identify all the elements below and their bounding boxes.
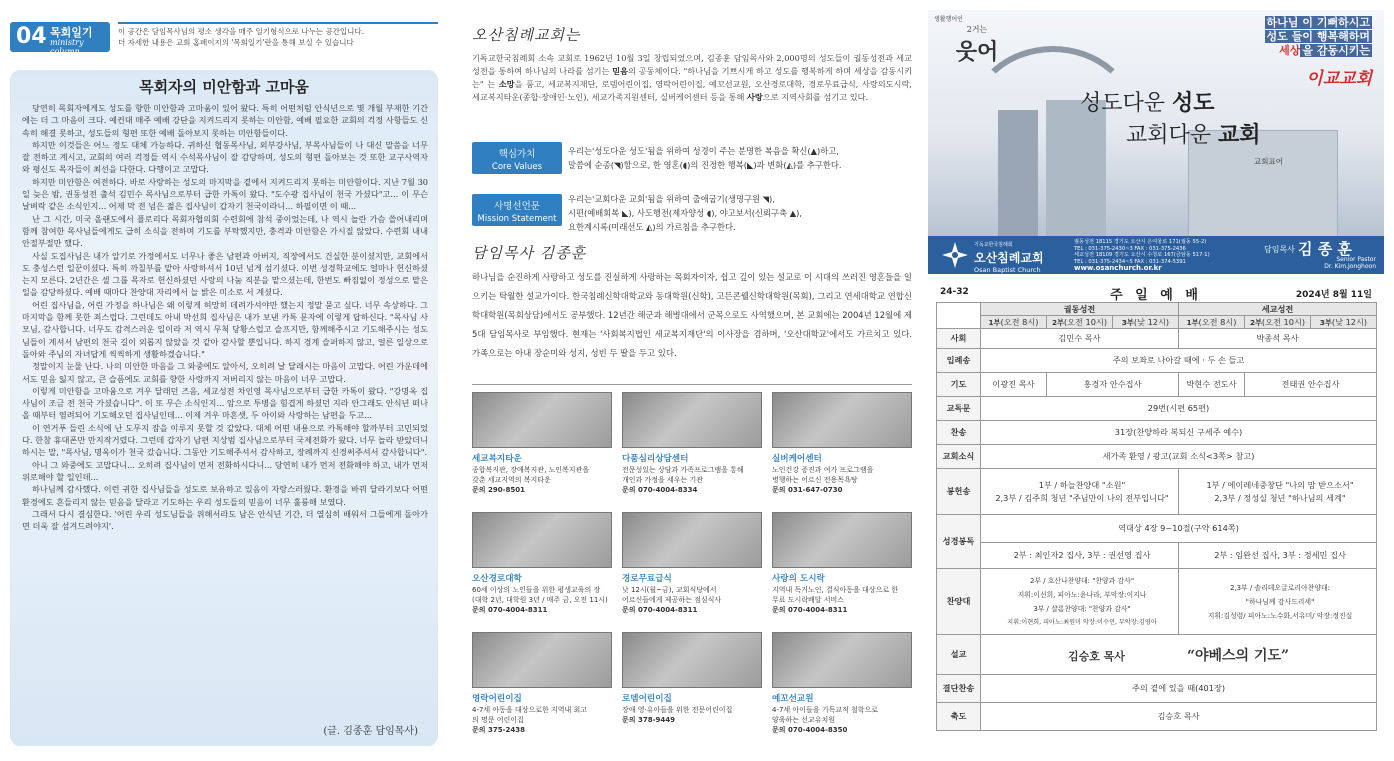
building-tower <box>998 110 1038 236</box>
ministry-phone: 문의 378-9449 <box>622 716 675 724</box>
ministry-card <box>472 512 612 628</box>
column-paragraph: 하나님께 감사했다. 이런 귀한 집사님들을 성도로 보유하고 있음이 자랑스러웠다. 환경을 바꿔 달라기보다 어떤 환경에도 흔들리지 않는 믿음을 달라고 기도하는 우리 성도들의 믿음이 너무 훌륭해 보였다. <box>22 484 428 507</box>
ministry-photo <box>622 512 762 568</box>
table-row: 사회 김민수 목사 박종석 목사 <box>937 329 1377 349</box>
page-header <box>10 18 440 58</box>
intro-title: 오산침례교회는 <box>472 26 581 44</box>
ministry-photo <box>772 512 912 568</box>
column-paragraph: 어린 집사님을, 어린 가정을 하나님은 왜 이렇게 허망히 데려가셔야만 했는지 정말 묻고 싶다. 너무 속상하다. 그 마지막을 함께 못한 죄스럽다. 그런데도 아내 박선희 집사님은 내가 보낸 카톡 문자에 이렇게 답하신다. "목사님 사모님, 감사합니다. 너무도 감격스러운 일이라 저 역시 무척 당황스럽고 슬프지만, 함께해주시고 기도해주시는 성도님들이 계셔서 남편의 천국 길이 외롭지 않았을 것 같아 감사할 뿐입니다. 하지 경계 슬퍼하지 않고, 얼른 일상으로 돌아와 주님의 자녀답게 씩씩하게 생활하겠습니다." <box>22 299 428 359</box>
ministry-photo <box>472 392 612 448</box>
hero-slogan: 하나님 이 기뻐하시고 성도 들이 행복해하며 세상 을 감동시키는 <box>1266 16 1370 57</box>
ministry-description: 지역내 독거노인, 결식아동을 대상으로 한 무료 도시락배달 서비스 문의 070-4004-8311 <box>772 585 914 615</box>
column-paragraph: 난 그 시간, 미국 올랜도에서 플로리다 목회자협의회 수련회에 참석 중이었는데, 나 역시 놀란 가슴 쓸어내리며 함께 참여한 목사님들에게도 급히 소식을 전하며 기도를 부탁했지만, 충격과 미안함은 가시질 않았다. 수련회 내내 안절부절만 했다. <box>22 213 428 249</box>
ministry-card <box>772 512 912 628</box>
ministry-description: 4-7세 아이들을 기독교적 철학으로 양육하는 선교유치원 문의 070-4004-8350 <box>772 705 914 735</box>
mission-statement <box>472 190 912 238</box>
header-rule <box>118 22 438 24</box>
table-row: 2부 : 최인자2 집사, 3부 : 권선영 집사 2부 : 임완선 집사, 3부 : 정세민 집사 <box>937 543 1377 569</box>
ministry-photo <box>472 632 612 688</box>
core-values-text: 우리는'성도다운 성도'됨을 위하여 성경이 주는 분명한 복음을 확신(▲)하고, 말씀에 순종(◥)함으로, 한 영혼(◖)의 진정한 행복(◣)과 변화(◭)를 추구한다. <box>568 146 842 170</box>
ministry-photo <box>772 392 912 448</box>
service-time: 1부(오전 8시) <box>981 316 1047 329</box>
church-name: 기독교한국침례회 오산침례교회 Osan Baptist Church <box>974 242 1044 274</box>
smile-logo: 2거는 웃어 <box>955 25 999 65</box>
ministry-name: 로뎀어린이집 <box>622 694 672 704</box>
mission-text: 우리는'교회다운 교회'됨을 위하여 출애굽기(생명구원 ◥), 시편(예배회복 ◣), 사도행전(제자양성 ◖), 야고보서(신뢰구축 ▲), 요한계시록(미래선도 ◭)의 가르침을 추구한다. <box>568 194 802 232</box>
table-row: 찬송 31장(찬양하라 복되신 구세주 예수) <box>937 421 1377 445</box>
section-title: 목회일기 <box>50 26 93 39</box>
hero-brand: 이교교회 <box>1306 69 1372 89</box>
table-row: 교회소식 새가족 환영 / 광고(교회 소식<3쪽> 참고) <box>937 445 1377 469</box>
sermon-preacher: 김승호 목사 <box>1067 649 1125 663</box>
ministry-name: 실버케어센터 <box>772 454 822 464</box>
motto-caption: 교회표어 <box>1254 157 1283 166</box>
ministry-description: 4-7세 아동을 대상으로한 지역내 최고 의 명문 어린이집 문의 375-2438 <box>472 705 614 735</box>
cover-hero <box>928 10 1384 236</box>
page-number: 04 <box>16 24 47 49</box>
table-row: 성경봉독 역대상 4장 9~10절(구약 614쪽) <box>937 515 1377 543</box>
table-row <box>937 303 1377 316</box>
ministry-phone: 문의 031-647-0730 <box>772 486 843 494</box>
ministry-phone: 문의 070-4004-8311 <box>772 606 848 614</box>
bulletin-issue: 24-32 <box>940 287 969 297</box>
table-row: 축도 김승호 목사 <box>937 703 1377 731</box>
table-row: 봉헌송 1부 / 하늘찬양대 "소원" 2,3부 / 김주희 청년 "주님만이 나의 전부입니다" 1부 / 에이레네중창단 "나의 맘 받으소서" 2,3부 / 정성실 청년 "하나님의 세계" <box>937 469 1377 515</box>
senior-pastor: 담임목사 김 종 훈 <box>1264 240 1352 258</box>
mission-label: 사명선언문 Mission Statement <box>472 194 562 226</box>
bulletin-cover-page <box>928 10 1384 755</box>
worship-title: 주 일 예 배 <box>1110 288 1202 303</box>
ministry-description: 종합복지관, 장애복지관, 노인복지관을 갖춘 세교지역의 복지타운 문의 290-8501 <box>472 465 614 495</box>
ministry-description: 60세 이상의 노인들을 위한 평생교육의 장 (대학 2년, 대학원 3년 / 매주 금, 오전 11시) 문의 070-4004-8311 <box>472 585 614 615</box>
campus-segyo: 세교성전 <box>1179 303 1377 316</box>
ministry-description: 노인건강 증진과 여가 프로그램을 병행하는 어르신 전용목욕탕 문의 031-647-0730 <box>772 465 914 495</box>
ministry-photo <box>622 392 762 448</box>
ministry-card <box>772 632 912 748</box>
column-paragraph: 정말이지 눈물 난다. 나의 미안한 마음을 그 와중에도 알아서, 오히려 날 달래시는 마음이 고맙다. 어린 가운데에서도 믿음 잃지 않고, 큰 슬픔에도 교회를 향한 사랑까지 저버리지 않는 마음이 너무 고맙다. <box>22 361 428 384</box>
column-paragraph: 하지만 미안함은 여전하다. 바로 사랑하는 성도의 마지막을 곁에서 지켜드리지 못하는 미안함이다. 지난 7월 30일 늦은 밤, 권동성전 출석 김민수 목사님으로부터 급한 카톡이 왔다. "도수광 집사님이 천국 가셨다"고... 이 무슨 날벼락 같은 소식인지... 어제 막 전 넘은 젊은 집사님이 갑자기 천국이라니... 하필이면 이 때... <box>22 176 428 212</box>
ministry-description: 장애 영·유아들을 위한 전문어린이집 문의 378-9449 <box>622 705 764 725</box>
column-body <box>22 102 428 712</box>
service-time: 2부(오전 10시) <box>1047 316 1113 329</box>
ministry-phone: 문의 070-4004-8350 <box>772 726 848 734</box>
column-paragraph: 이 연거푸 들린 소식에 난 도무지 잠을 이루지 못할 것 같았다. 대체 어떤 내용으로 카톡해야 할까부터 고민되었다. 한참 휴대폰만 만지작거렸다. 그런데 갑자기 남편 지상범 집사님으로부터 국제전화가 왔다. 너무 놀라 받았더니 하시는 말, "목사님, 명옥이가 천국 갔습니다. 그동안 기도해주셔서 감사하고, 장례까지 신경써주셔서 감사합니다". <box>22 422 428 458</box>
column-paragraph: 하지만 이것들은 어느 정도 대체 가능하다. 귀하신 협동목사님, 외부강사님, 부목사님들이 나 대신 말씀을 너무 잘 전하고 계시고, 교회의 여러 걱정들 역시 수석목사님이 잘 감당하며, 성도의 형편 돌아보는 것 또한 교구사역자와 평신도 목자들이 최선을 다한다. 다행이고 고맙다. <box>22 139 428 175</box>
ministry-photo <box>472 512 612 568</box>
service-time: 1부(오전 8시) <box>1179 316 1245 329</box>
ministry-card <box>472 632 612 748</box>
ministry-card <box>622 632 762 748</box>
divider <box>472 384 912 385</box>
service-time: 3부(낮 12시) <box>1311 316 1377 329</box>
ministry-name: 사랑의 도시락 <box>772 574 825 584</box>
pastor-bio: 하나님을 순진하게 사랑하고 성도를 진실하게 사랑하는 목회자이자, 쉽고 깊이 있는 설교로 이 시대의 쓰러진 영혼들을 일으키는 탁월한 설교가이다. 한국침례신학대학교와 동대학원(신학), 고든콘웰신학대학원(목회), 그리고 연세대학교 연합신학대학원(목회상담)에서도 공부했다. 12년간 해군과 해병대에서 군목으로도 사역했으며, 본 교회에는 2004년 12월에 제5대 담임목사로 부임했다. 현재는 '사회복지법인 세교복지재단'의 이사장을 겸하며, '오산대학교'에서도 가르치고 있다. 가족으로는 아내 장순미와 성지, 성빈 두 딸을 두고 있다. <box>472 272 912 358</box>
church-website[interactable]: www.osanchurch.or.kr <box>1074 264 1162 273</box>
section-description: 이 공간은 담임목사님의 평소 생각을 매주 일기형식으로 나누는 공간입니다. 더 자세한 내용은 교회 홈페이지의 '목회일기'란을 통해 보실 수 있습니다 <box>118 27 365 47</box>
section-title-en: ministry column <box>50 38 84 56</box>
ministry-name: 경로무료급식 <box>622 574 672 584</box>
column-paragraph: 아니 그 와중에도 고맙다니... 오히려 집사님이 먼저 전화하시다니... 당연히 내가 먼저 전화해야 하고, 내가 먼저 위로해야 할 일인데... <box>22 459 428 482</box>
table-row <box>937 316 1377 329</box>
church-logo-icon <box>940 240 970 270</box>
ministry-description: 전문성있는 상담과 가족프로그램을 통해 개인과 가정을 세우는 기관 문의 070-4004-8334 <box>622 465 764 495</box>
worship-order-table <box>936 302 1377 731</box>
sermon-title: “야베스의 기도” <box>1186 647 1290 664</box>
service-time: 2부(오전 10시) <box>1245 316 1311 329</box>
page-badge <box>10 22 110 56</box>
column-paragraph: 그래서 다시 결심한다. '어린 우리 성도님들을 위해서라도 남은 안식년 기간, 더 열심히 배워서 그들에게 돌아가면 더욱 잘 섬겨드려야지'. <box>22 508 428 532</box>
table-row: 결단찬송 주의 곁에 있을 때(401장) <box>937 675 1377 703</box>
ministry-column-page <box>10 18 440 748</box>
worship-header <box>936 284 1376 303</box>
ministry-phone: 문의 070-4004-8311 <box>472 606 548 614</box>
core-values <box>472 142 912 178</box>
pastor-title: 담임목사 김종훈 <box>472 244 587 262</box>
table-row: 교독문 29번(시편 65편) <box>937 397 1377 421</box>
ministry-phone: 문의 375-2438 <box>472 726 525 734</box>
worship-date: 2024년 8월 11일 <box>1295 290 1372 300</box>
ministry-name: 다품심리상담센터 <box>622 454 689 464</box>
intro-header <box>472 24 912 45</box>
hero-small-label: 생활행어인 <box>934 16 963 23</box>
ministry-name: 예꼬선교원 <box>772 694 814 704</box>
senior-pastor-en: Senior Pastor Dr. Kim,Jonghoon <box>1324 256 1376 270</box>
building-tower <box>1046 100 1106 236</box>
ministry-card <box>622 512 762 628</box>
table-row: 찬양대 2부 / 호산나찬양대: "찬양과 감사" 지휘:이선희, 피아노:윤나라, 부악장:이지나 3부 / 샬롬찬양대: "찬양과 감사" 지휘:이현희, 피아노:최원미 악장:이수민, 부악장:김영아 2,3부 / 솔리데오글로리아찬양대: "하나님께 감사드리세" 지휘:김성령/ 피아노:노수화,서유미/ 악장:정진실 <box>937 569 1377 635</box>
column-paragraph: 당연히 목회자에게도 성도를 향한 미안함과 고마움이 있어 왔다. 특히 어떤처럼 안식년으로 몇 개월 부재한 기간에는 더 그 마음이 크다. 예컨대 매주 예배 강단을 지켜드리지 못하는 미안함, 예배 필요한 교회의 걱정 사항들도 신속히 해결 못하고, 성도들의 형편 또한 예배 돌아보지 못하는 미안함들이다. <box>22 103 428 138</box>
ministry-card <box>772 392 912 508</box>
ministry-photo <box>772 632 912 688</box>
service-time: 3부(낮 12시) <box>1113 316 1179 329</box>
ministry-phone: 문의 070-4004-8311 <box>622 606 698 614</box>
ministry-name: 오산경로대학 <box>472 574 522 584</box>
column-paragraph: 사실 도집사님은 내가 알기로 가정에서도 너무나 좋은 남편과 아버지, 직장에서도 건실한 분이셨지만, 교회에서도 충성스런 일꾼이셨다. 특히 까칠부를 맡아 사랑하셔서 10년 넘게 섬기셨다. 이번 성경학교에도 얼마나 헌신하셨는지 모른다. 2년간은 셀 그룹 목자로 헌신하셨던 사랑의 나눔 직분을 맡으셨는데, 한번도 빠짐없이 정성으로 맡은 일을 감당하셨다. 예배 때마다 찬양대 자리에서 늘 밝은 미소로 서 계셨다. <box>22 250 428 298</box>
church-info-bar <box>928 236 1384 274</box>
core-values-label: 핵심가치 Core Values <box>472 142 562 174</box>
church-motto-2: 교회다운 교회 <box>1126 123 1261 148</box>
table-row: 입례송 주의 보좌로 나아갈 때에 · 두 손 들고 <box>937 349 1377 373</box>
ministry-grid <box>472 392 912 740</box>
column-signature: (글. 김종훈 담임목사) <box>323 726 418 737</box>
column-paragraph: 이렇게 미안함을 고마움으로 겨우 달래던 즈음, 세교성전 차인영 목사님으로부터 급한 카톡이 왔다. "강명옥 집사님이 조금 전 천국 가셨습니다". 이 또 무슨 소식인지... 암으로 투병을 힘겹게 하셨던 지라 안그래도 안식년 떠나올 때부터 염려되어 기도해오던 집사님인데... 이제 겨우 마흔셋, 두 아이와 사랑하는 남편을 두고... <box>22 385 428 421</box>
intro-text: 기독교한국침례회 소속 교회로 1962년 10월 3일 창립되었으며, 김종훈 담임목사와 2,000명의 성도들이 궐동성전과 세교성전을 통하여 하나님의 나라를 섬기는 믿음의 공동체이다. "하나님을 기쁘시게 하고 성도를 행복하게 하며 세상을 감동시키는" 는 소망을 품고, 세교복지재단, 로뎀어린이집, 영락어린이집, 예꼬선교원, 오산경로대학, 경로무료급식, 사랑의도시락, 세교복지타운(종합·장애인·노인), 세교가족지원센터, 실버케어센터 등을 통해 사랑으로 지역사회를 섬기고 있다. <box>472 53 912 102</box>
table-row: 설교 김승호 목사 “야베스의 기도” <box>937 635 1377 675</box>
campus-gwoldong: 궐동성전 <box>981 303 1179 316</box>
ministry-photo <box>622 632 762 688</box>
ministry-name: 영락어린이집 <box>472 694 522 704</box>
ministry-card <box>622 392 762 508</box>
ministry-phone: 문의 290-8501 <box>472 486 525 494</box>
table-row: 기도 이광진 목사 홍경자 안수집사 박현수 전도사 전태권 안수집사 <box>937 373 1377 397</box>
church-motto-1: 성도다운 성도 <box>1080 91 1215 116</box>
ministry-description: 낮 12시(월~금), 교회식당에서 어르신들에게 제공하는 점심식사 문의 070-4004-8311 <box>622 585 764 615</box>
column-heading: 목회자의 미안함과 고마움 <box>139 78 309 96</box>
ministry-name: 세교복지타운 <box>472 454 522 464</box>
ministry-card <box>472 392 612 508</box>
church-intro-page <box>472 24 912 749</box>
church-address: 궐동성전 18115 경기도 오산시 은여울로 171(궐동 55-2) TEL : 031-375-2430~3 FAX : 031-375-2436 세교성전 18109 경기도 오산시 수청로 167(금암동 517-1) TEL : 031-375-2434~5 FAX : 031-374-5391 www.osanchurch.or.kr <box>1074 239 1210 273</box>
ministry-phone: 문의 070-4004-8334 <box>622 486 698 494</box>
